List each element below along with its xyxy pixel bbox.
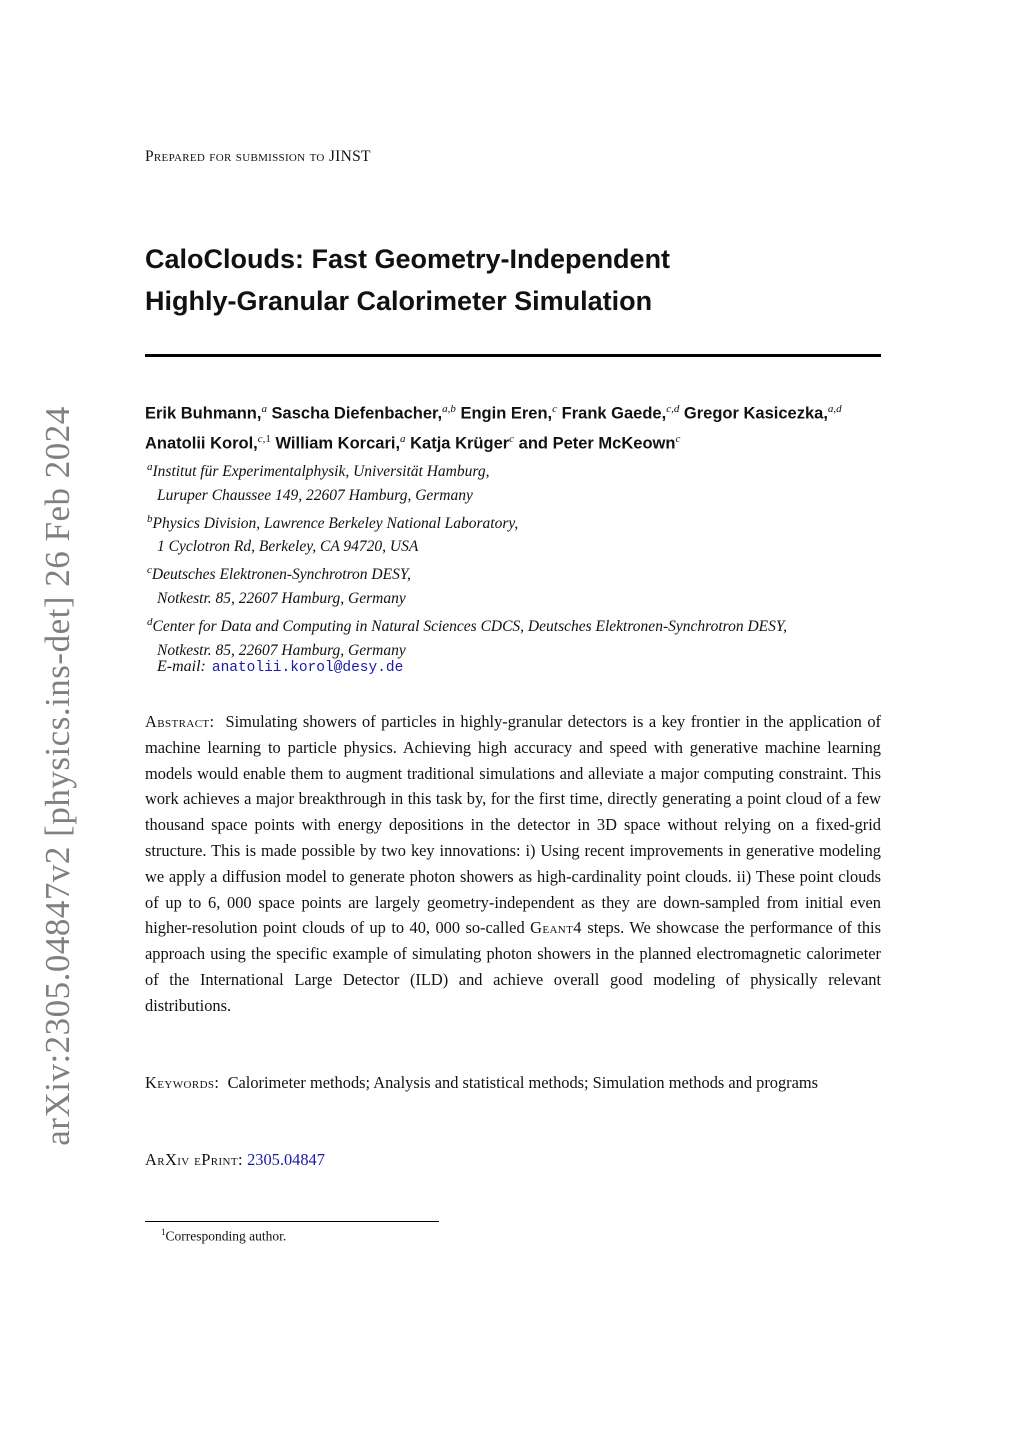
footnote-mark: 1 — [265, 432, 271, 445]
title-rule — [145, 354, 881, 357]
author: Sascha Diefenbacher, — [271, 404, 443, 423]
arxiv-eprint — [145, 1150, 325, 1170]
author-affil-mark: c — [552, 403, 558, 415]
author: Frank Gaede, — [561, 404, 667, 423]
author-affil-mark: c — [509, 432, 515, 445]
affiliation-a-address: Luruper Chaussee 149, 22607 Hamburg, Germany — [157, 486, 473, 504]
author: Erik Buhmann, — [145, 404, 262, 423]
paper-title — [145, 238, 885, 322]
footnote-text: Corresponding author. — [165, 1228, 287, 1244]
abstract-label: Abstract: — [145, 712, 215, 731]
keywords-label: Keywords: — [145, 1073, 220, 1092]
eprint-link[interactable]: 2305.04847 — [247, 1150, 325, 1169]
keywords-text: Calorimeter methods; Analysis and statistical methods; Simulation methods and programs — [227, 1073, 819, 1092]
author: Engin Eren, — [460, 404, 553, 423]
author-affil-mark: c,d — [666, 403, 680, 415]
affiliation-d-address: Notkestr. 85, 22607 Hamburg, Germany — [157, 641, 406, 659]
footnote-rule — [145, 1221, 439, 1222]
affiliation-a: $^a$Institut für Experimentalphysik, Universität Hamburg, — [147, 461, 490, 481]
author: and Peter McKeown — [518, 434, 676, 452]
author: Anatolii Korol, — [145, 434, 258, 452]
abstract — [145, 709, 881, 1019]
geant-term: Geant4 — [530, 918, 582, 938]
author-list — [145, 397, 885, 456]
affiliation-list — [147, 456, 887, 662]
author: William Korcari, — [275, 434, 401, 452]
footnote-mark: 1 — [161, 1227, 166, 1237]
author-affil-mark: a,b — [442, 403, 456, 415]
author-affil-mark: a — [400, 432, 406, 445]
affiliation-c-address: Notkestr. 85, 22607 Hamburg, Germany — [157, 589, 406, 607]
affiliation-d: $^d$Center for Data and Computing in Natural Sciences CDCS, Deutsches Elektronen-Synchrotron DESY, — [147, 615, 787, 635]
abstract-text-end: steps. We showcase the performance of this approach using the specific example of simulating photon showers in the planned electromagnetic calorimeter of the International Large Detector (ILD) and achieve overall good modeling of physically relevant distributions. — [145, 918, 881, 1015]
title-line-1: CaloClouds: Fast Geometry-Independent — [145, 244, 671, 274]
abstract-text: Simulating showers of particles in highly-granular detectors is a key frontier in the application of machine learning to particle physics. Achieving high accuracy and speed with generative machine learning models would enable them to augment traditional simulations and alleviate a major computing constraint. This work achieves a major breakthrough in this task by, for the first time, directly generating a point cloud of a few thousand space points with energy depositions in the detector in 3D space without relying on a fixed-grid structure. This is made possible by two key innovations: i) Using recent improvements in generative modeling we apply a diffusion model to generate photon showers as high-cardinality point clouds. ii) These point clouds of up to 6, 000 space points are largely geometry-independent as they are down-sampled from initial even higher-resolution point clouds of up to 40, 000 so-called — [145, 712, 881, 938]
affiliation-b: $^b$Physics Division, Lawrence Berkeley National Laboratory, — [147, 512, 519, 532]
author-affil-mark: a,d — [827, 403, 842, 415]
submission-note: Prepared for submission to JINST — [145, 148, 371, 165]
title-line-2: Highly-Granular Calorimeter Simulation — [145, 286, 653, 316]
affiliation-b-address: 1 Cyclotron Rd, Berkeley, CA 94720, USA — [157, 538, 419, 556]
author-affil-mark: c — [675, 432, 681, 445]
email-link[interactable]: anatolii.korol@desy.de — [211, 660, 404, 676]
email-label: E-mail: — [157, 658, 206, 675]
footnote — [161, 1227, 286, 1245]
keywords — [145, 1070, 881, 1096]
arxiv-identifier-stamp: arXiv:2305.04847v2 [physics.ins-det] 26 Feb 2024 — [38, 406, 77, 1146]
author-affil-mark: c, — [257, 432, 266, 445]
author-affil-mark: a — [261, 403, 267, 415]
author: Gregor Kasicezka, — [683, 404, 828, 423]
contact-email — [157, 658, 403, 676]
eprint-label: ArXiv ePrint: — [145, 1150, 243, 1169]
author: Katja Krüger — [410, 434, 510, 452]
affiliation-c: $^c$Deutsches Elektronen-Synchrotron DESY, — [147, 564, 411, 584]
